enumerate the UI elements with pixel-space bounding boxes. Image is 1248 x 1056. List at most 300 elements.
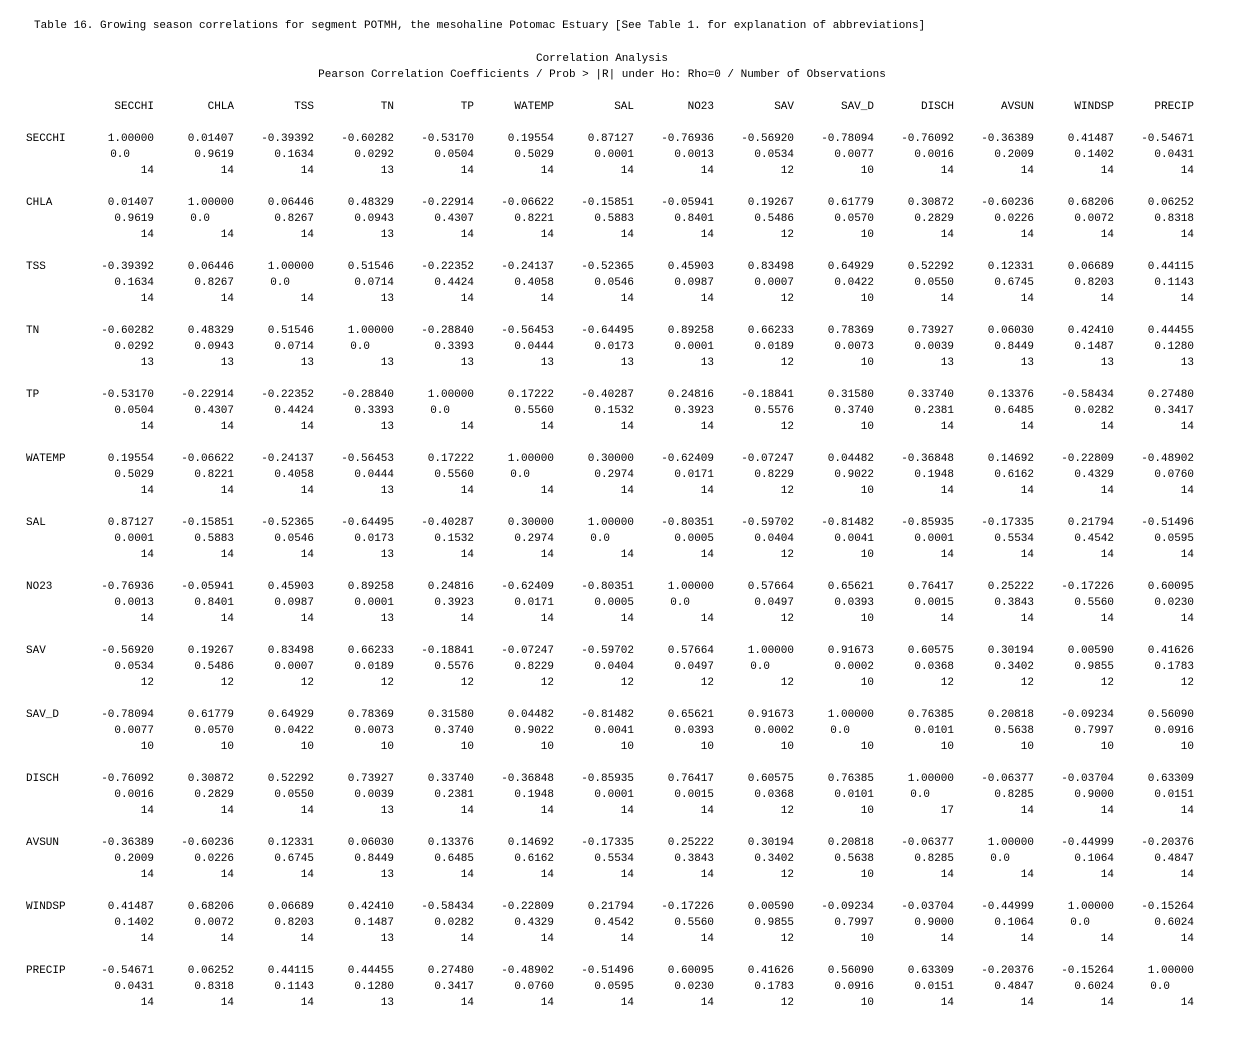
observations-cell: 14 — [1020, 293, 1034, 305]
correlation-cell: 0.89258 — [347, 581, 394, 593]
correlation-cell: 0.65621 — [827, 581, 874, 593]
probability-cell: 0.0504 — [114, 405, 154, 417]
correlation-cell: 1.00000 — [1067, 901, 1114, 913]
observations-cell: 10 — [140, 741, 154, 753]
probability-cell: 0.0714 — [354, 277, 394, 289]
probability-cell: 0.9619 — [194, 149, 234, 161]
analysis-title: Correlation Analysis — [535, 53, 669, 65]
correlation-cell: 1.00000 — [827, 709, 874, 721]
correlation-cell: -0.64495 — [581, 325, 634, 337]
probability-cell: 0.0072 — [194, 917, 234, 929]
correlation-cell: -0.06377 — [981, 773, 1034, 785]
observations-cell: 10 — [860, 869, 874, 881]
observations-cell: 17 — [940, 805, 954, 817]
correlation-cell: -0.78094 — [101, 709, 154, 721]
probability-cell: 0.0760 — [514, 981, 554, 993]
row-label-windsp: WINDSP — [26, 901, 66, 913]
probability-cell: 0.0001 — [594, 149, 634, 161]
correlation-cell: 0.65621 — [667, 709, 714, 721]
observations-cell: 10 — [460, 741, 474, 753]
column-header-tn: TN — [380, 101, 394, 113]
correlation-cell: 0.48329 — [187, 325, 234, 337]
observations-cell: 14 — [460, 165, 474, 177]
probability-cell: 0.0101 — [914, 725, 954, 737]
correlation-cell: 0.44115 — [1147, 261, 1194, 273]
correlation-cell: -0.80351 — [581, 581, 634, 593]
correlation-cell: 0.06689 — [1067, 261, 1114, 273]
probability-cell: 0.4542 — [1074, 533, 1114, 545]
correlation-cell: -0.15264 — [1061, 965, 1114, 977]
probability-cell: 0.4847 — [994, 981, 1034, 993]
probability-cell: 0.0072 — [1074, 213, 1114, 225]
correlation-cell: 0.83498 — [747, 261, 794, 273]
observations-cell: 10 — [300, 741, 314, 753]
observations-cell: 14 — [1100, 549, 1114, 561]
correlation-cell: 0.42410 — [1067, 325, 1114, 337]
row-label-sav: SAV — [26, 645, 46, 657]
probability-cell: 0.8449 — [354, 853, 394, 865]
observations-cell: 13 — [300, 357, 314, 369]
observations-cell: 14 — [140, 997, 154, 1009]
row-label-secchi: SECCHI — [26, 133, 66, 145]
probability-cell: 0.0171 — [674, 469, 714, 481]
observations-cell: 13 — [540, 357, 554, 369]
correlation-cell: -0.17226 — [661, 901, 714, 913]
correlation-cell: -0.59702 — [741, 517, 794, 529]
correlation-cell: -0.76936 — [661, 133, 714, 145]
correlation-cell: -0.09234 — [1061, 709, 1114, 721]
observations-cell: 14 — [220, 805, 234, 817]
observations-cell: 14 — [460, 485, 474, 497]
observations-cell: 14 — [460, 933, 474, 945]
correlation-cell: -0.60236 — [181, 837, 234, 849]
observations-cell: 10 — [860, 421, 874, 433]
observations-cell: 14 — [1180, 805, 1194, 817]
correlation-cell: 0.21794 — [587, 901, 634, 913]
probability-cell: 0.0 — [350, 341, 370, 353]
probability-cell: 0.5883 — [194, 533, 234, 545]
probability-cell: 0.0171 — [514, 597, 554, 609]
observations-cell: 10 — [860, 805, 874, 817]
probability-cell: 0.5638 — [834, 853, 874, 865]
probability-cell: 0.4424 — [274, 405, 314, 417]
probability-cell: 0.8229 — [754, 469, 794, 481]
correlation-cell: 0.60095 — [667, 965, 714, 977]
correlation-cell: 0.56090 — [1147, 709, 1194, 721]
probability-cell: 0.0 — [270, 277, 290, 289]
probability-cell: 0.6024 — [1074, 981, 1114, 993]
probability-cell: 0.0073 — [354, 725, 394, 737]
observations-cell: 14 — [300, 229, 314, 241]
correlation-cell: 0.06030 — [347, 837, 394, 849]
observations-cell: 10 — [860, 613, 874, 625]
correlation-cell: 0.60575 — [747, 773, 794, 785]
correlation-cell: -0.78094 — [821, 133, 874, 145]
column-header-windsp: WINDSP — [1074, 101, 1114, 113]
correlation-cell: -0.60282 — [101, 325, 154, 337]
correlation-cell: 0.30194 — [747, 837, 794, 849]
correlation-cell: 0.48329 — [347, 197, 394, 209]
correlation-cell: 0.27480 — [1147, 389, 1194, 401]
probability-cell: 0.0016 — [114, 789, 154, 801]
probability-cell: 0.4329 — [1074, 469, 1114, 481]
correlation-cell: 0.44455 — [1147, 325, 1194, 337]
correlation-cell: -0.39392 — [101, 261, 154, 273]
correlation-cell: 0.76417 — [907, 581, 954, 593]
observations-cell: 14 — [620, 293, 634, 305]
probability-cell: 0.5560 — [674, 917, 714, 929]
probability-cell: 0.8318 — [1154, 213, 1194, 225]
correlation-cell: -0.54671 — [101, 965, 154, 977]
observations-cell: 12 — [1100, 677, 1114, 689]
probability-cell: 0.1064 — [1074, 853, 1114, 865]
correlation-cell: 0.13376 — [987, 389, 1034, 401]
observations-cell: 10 — [540, 741, 554, 753]
probability-cell: 0.2009 — [994, 149, 1034, 161]
observations-cell: 14 — [700, 613, 714, 625]
correlation-cell: 0.41626 — [747, 965, 794, 977]
observations-cell: 10 — [620, 741, 634, 753]
observations-cell: 14 — [1100, 613, 1114, 625]
probability-cell: 0.3402 — [994, 661, 1034, 673]
probability-cell: 0.0226 — [194, 853, 234, 865]
row-label-chla: CHLA — [26, 197, 53, 209]
observations-cell: 13 — [380, 869, 394, 881]
observations-cell: 14 — [1020, 869, 1034, 881]
correlation-cell: 0.30872 — [907, 197, 954, 209]
observations-cell: 12 — [780, 485, 794, 497]
observations-cell: 14 — [940, 613, 954, 625]
correlation-cell: 0.12331 — [267, 837, 314, 849]
probability-cell: 0.0368 — [754, 789, 794, 801]
probability-cell: 0.4307 — [434, 213, 474, 225]
correlation-cell: -0.44999 — [1061, 837, 1114, 849]
correlation-cell: 1.00000 — [187, 197, 234, 209]
observations-cell: 14 — [1100, 165, 1114, 177]
correlation-cell: -0.40287 — [421, 517, 474, 529]
probability-cell: 0.6162 — [994, 469, 1034, 481]
correlation-cell: -0.60236 — [981, 197, 1034, 209]
observations-cell: 10 — [860, 933, 874, 945]
observations-cell: 14 — [540, 229, 554, 241]
correlation-cell: -0.53170 — [421, 133, 474, 145]
observations-cell: 14 — [300, 485, 314, 497]
probability-cell: 0.0230 — [674, 981, 714, 993]
probability-cell: 0.0 — [110, 149, 130, 161]
correlation-cell: 0.66233 — [747, 325, 794, 337]
observations-cell: 12 — [300, 677, 314, 689]
row-label-disch: DISCH — [26, 773, 60, 785]
probability-cell: 0.2381 — [434, 789, 474, 801]
observations-cell: 14 — [1020, 549, 1034, 561]
probability-cell: 0.0189 — [754, 341, 794, 353]
row-label-tn: TN — [26, 325, 40, 337]
correlation-cell: 1.00000 — [427, 389, 474, 401]
row-label-tss: TSS — [26, 261, 46, 273]
probability-cell: 0.0016 — [914, 149, 954, 161]
observations-cell: 14 — [540, 869, 554, 881]
correlation-cell: 0.78369 — [347, 709, 394, 721]
observations-cell: 14 — [300, 805, 314, 817]
correlation-cell: -0.85935 — [901, 517, 954, 529]
observations-cell: 10 — [860, 677, 874, 689]
probability-cell: 0.0001 — [594, 789, 634, 801]
probability-cell: 0.3740 — [434, 725, 474, 737]
correlation-cell: 0.63309 — [907, 965, 954, 977]
column-header-tss: TSS — [294, 101, 314, 113]
probability-cell: 0.5883 — [594, 213, 634, 225]
probability-cell: 0.0151 — [914, 981, 954, 993]
observations-cell: 14 — [700, 997, 714, 1009]
correlation-cell: 1.00000 — [267, 261, 314, 273]
observations-cell: 14 — [940, 549, 954, 561]
observations-cell: 14 — [1020, 229, 1034, 241]
probability-cell: 0.0001 — [354, 597, 394, 609]
probability-cell: 0.8267 — [194, 277, 234, 289]
column-header-no23: NO23 — [687, 101, 714, 113]
correlation-cell: -0.36389 — [101, 837, 154, 849]
observations-cell: 14 — [1020, 485, 1034, 497]
probability-cell: 0.6485 — [994, 405, 1034, 417]
observations-cell: 14 — [300, 421, 314, 433]
observations-cell: 12 — [780, 549, 794, 561]
correlation-cell: 0.56090 — [827, 965, 874, 977]
observations-cell: 14 — [700, 933, 714, 945]
observations-cell: 14 — [1180, 485, 1194, 497]
column-header-watemp: WATEMP — [514, 101, 554, 113]
probability-cell: 0.0943 — [194, 341, 234, 353]
observations-cell: 12 — [700, 677, 714, 689]
observations-cell: 14 — [1100, 421, 1114, 433]
observations-cell: 12 — [780, 357, 794, 369]
correlation-cell: 0.63309 — [1147, 773, 1194, 785]
probability-cell: 0.5029 — [514, 149, 554, 161]
correlation-cell: -0.56920 — [741, 133, 794, 145]
correlation-cell: 1.00000 — [587, 517, 634, 529]
observations-cell: 14 — [1180, 421, 1194, 433]
observations-cell: 14 — [1180, 293, 1194, 305]
observations-cell: 14 — [1180, 997, 1194, 1009]
probability-cell: 0.0 — [1070, 917, 1090, 929]
correlation-cell: -0.56920 — [101, 645, 154, 657]
probability-cell: 0.3843 — [994, 597, 1034, 609]
probability-cell: 0.0422 — [834, 277, 874, 289]
observations-cell: 12 — [780, 933, 794, 945]
probability-cell: 0.0550 — [274, 789, 314, 801]
observations-cell: 14 — [700, 869, 714, 881]
probability-cell: 0.5534 — [994, 533, 1034, 545]
observations-cell: 14 — [700, 229, 714, 241]
correlation-cell: -0.06377 — [901, 837, 954, 849]
correlation-cell: 0.19554 — [107, 453, 154, 465]
observations-cell: 14 — [300, 613, 314, 625]
correlation-cell: -0.51496 — [1141, 517, 1194, 529]
probability-cell: 0.0001 — [914, 533, 954, 545]
observations-cell: 12 — [780, 805, 794, 817]
probability-cell: 0.0444 — [354, 469, 394, 481]
observations-cell: 12 — [1180, 677, 1194, 689]
correlation-cell: 0.30000 — [507, 517, 554, 529]
probability-cell: 0.1783 — [754, 981, 794, 993]
correlation-cell: 0.01407 — [187, 133, 234, 145]
correlation-cell: 0.33740 — [427, 773, 474, 785]
observations-cell: 14 — [140, 869, 154, 881]
correlation-cell: 0.30000 — [587, 453, 634, 465]
observations-cell: 14 — [1180, 549, 1194, 561]
correlation-cell: -0.76092 — [101, 773, 154, 785]
probability-cell: 0.0189 — [354, 661, 394, 673]
probability-cell: 0.1532 — [434, 533, 474, 545]
correlation-cell: 0.76385 — [907, 709, 954, 721]
correlation-cell: 1.00000 — [347, 325, 394, 337]
observations-cell: 14 — [460, 805, 474, 817]
correlation-cell: 0.19267 — [187, 645, 234, 657]
observations-cell: 14 — [460, 421, 474, 433]
probability-cell: 0.0550 — [914, 277, 954, 289]
observations-cell: 14 — [220, 293, 234, 305]
correlation-cell: -0.81482 — [821, 517, 874, 529]
probability-cell: 0.0002 — [754, 725, 794, 737]
probability-cell: 0.5560 — [434, 469, 474, 481]
observations-cell: 14 — [140, 421, 154, 433]
probability-cell: 0.1487 — [354, 917, 394, 929]
probability-cell: 0.0 — [830, 725, 850, 737]
correlation-cell: 0.19554 — [507, 133, 554, 145]
probability-cell: 0.3843 — [674, 853, 714, 865]
observations-cell: 14 — [620, 549, 634, 561]
observations-cell: 14 — [140, 293, 154, 305]
correlation-cell: -0.20376 — [1141, 837, 1194, 849]
probability-cell: 0.2829 — [194, 789, 234, 801]
correlation-cell: 0.57664 — [667, 645, 714, 657]
observations-cell: 13 — [940, 357, 954, 369]
observations-cell: 14 — [1020, 165, 1034, 177]
correlation-cell: 0.27480 — [427, 965, 474, 977]
probability-cell: 0.0013 — [674, 149, 714, 161]
probability-cell: 0.4424 — [434, 277, 474, 289]
correlation-cell: 0.66233 — [347, 645, 394, 657]
analysis-subtitle: Pearson Correlation Coefficients / Prob > |R| under Ho: Rho=0 / Number of Observations — [318, 69, 886, 81]
observations-cell: 14 — [700, 421, 714, 433]
probability-cell: 0.0101 — [834, 789, 874, 801]
observations-cell: 14 — [220, 933, 234, 945]
correlation-cell: -0.76092 — [901, 133, 954, 145]
column-header-precip: PRECIP — [1154, 101, 1194, 113]
correlation-cell: 0.12331 — [987, 261, 1034, 273]
correlation-cell: -0.22809 — [501, 901, 554, 913]
observations-cell: 13 — [380, 293, 394, 305]
observations-cell: 14 — [1180, 165, 1194, 177]
correlation-cell: 0.44115 — [267, 965, 314, 977]
probability-cell: 0.9022 — [514, 725, 554, 737]
correlation-cell: 0.45903 — [267, 581, 314, 593]
observations-cell: 14 — [1100, 997, 1114, 1009]
correlation-cell: -0.62409 — [501, 581, 554, 593]
probability-cell: 0.9855 — [1074, 661, 1114, 673]
correlation-cell: -0.22809 — [1061, 453, 1114, 465]
observations-cell: 14 — [540, 421, 554, 433]
correlation-cell: -0.20376 — [981, 965, 1034, 977]
observations-cell: 14 — [1020, 613, 1034, 625]
probability-cell: 0.0422 — [274, 725, 314, 737]
observations-cell: 14 — [940, 165, 954, 177]
correlation-cell: 0.20818 — [987, 709, 1034, 721]
probability-cell: 0.0 — [190, 213, 210, 225]
observations-cell: 14 — [300, 165, 314, 177]
observations-cell: 13 — [380, 997, 394, 1009]
observations-cell: 12 — [140, 677, 154, 689]
probability-cell: 0.1634 — [114, 277, 154, 289]
column-header-sav: SAV — [774, 101, 794, 113]
observations-cell: 14 — [540, 293, 554, 305]
correlation-cell: 0.68206 — [187, 901, 234, 913]
column-header-secchi: SECCHI — [114, 101, 154, 113]
observations-cell: 14 — [300, 933, 314, 945]
observations-cell: 10 — [220, 741, 234, 753]
probability-cell: 0.5534 — [594, 853, 634, 865]
observations-cell: 14 — [700, 293, 714, 305]
correlation-cell: 1.00000 — [907, 773, 954, 785]
correlation-cell: 0.76417 — [667, 773, 714, 785]
probability-cell: 0.8203 — [274, 917, 314, 929]
probability-cell: 0.8285 — [914, 853, 954, 865]
correlation-cell: 0.17222 — [427, 453, 474, 465]
correlation-cell: -0.62409 — [661, 453, 714, 465]
correlation-cell: -0.76936 — [101, 581, 154, 593]
probability-cell: 0.0393 — [834, 597, 874, 609]
column-header-avsun: AVSUN — [1000, 101, 1034, 113]
correlation-cell: 0.91673 — [747, 709, 794, 721]
correlation-cell: 0.20818 — [827, 837, 874, 849]
probability-cell: 0.1402 — [1074, 149, 1114, 161]
correlation-cell: 0.31580 — [827, 389, 874, 401]
observations-cell: 10 — [860, 357, 874, 369]
observations-cell: 10 — [1100, 741, 1114, 753]
probability-cell: 0.0 — [910, 789, 930, 801]
observations-cell: 14 — [1100, 869, 1114, 881]
observations-cell: 12 — [780, 293, 794, 305]
observations-cell: 14 — [620, 933, 634, 945]
observations-cell: 12 — [220, 677, 234, 689]
correlation-cell: -0.03704 — [901, 901, 954, 913]
probability-cell: 0.8229 — [514, 661, 554, 673]
probability-cell: 0.9000 — [914, 917, 954, 929]
probability-cell: 0.0002 — [834, 661, 874, 673]
observations-cell: 14 — [1100, 229, 1114, 241]
observations-cell: 14 — [620, 165, 634, 177]
correlation-cell: 0.06446 — [187, 261, 234, 273]
observations-cell: 13 — [220, 357, 234, 369]
correlation-cell: 0.44455 — [347, 965, 394, 977]
probability-cell: 0.2009 — [114, 853, 154, 865]
probability-cell: 0.4542 — [594, 917, 634, 929]
probability-cell: 0.1280 — [1154, 341, 1194, 353]
probability-cell: 0.5560 — [514, 405, 554, 417]
probability-cell: 0.0041 — [834, 533, 874, 545]
correlation-cell: -0.52365 — [261, 517, 314, 529]
probability-cell: 0.0015 — [914, 597, 954, 609]
observations-cell: 14 — [220, 229, 234, 241]
observations-cell: 14 — [140, 805, 154, 817]
observations-cell: 13 — [380, 613, 394, 625]
observations-cell: 14 — [300, 293, 314, 305]
probability-cell: 0.0 — [510, 469, 530, 481]
observations-cell: 14 — [220, 549, 234, 561]
correlation-cell: 0.19267 — [747, 197, 794, 209]
probability-cell: 0.4058 — [514, 277, 554, 289]
correlation-cell: -0.36389 — [981, 133, 1034, 145]
observations-cell: 14 — [940, 421, 954, 433]
